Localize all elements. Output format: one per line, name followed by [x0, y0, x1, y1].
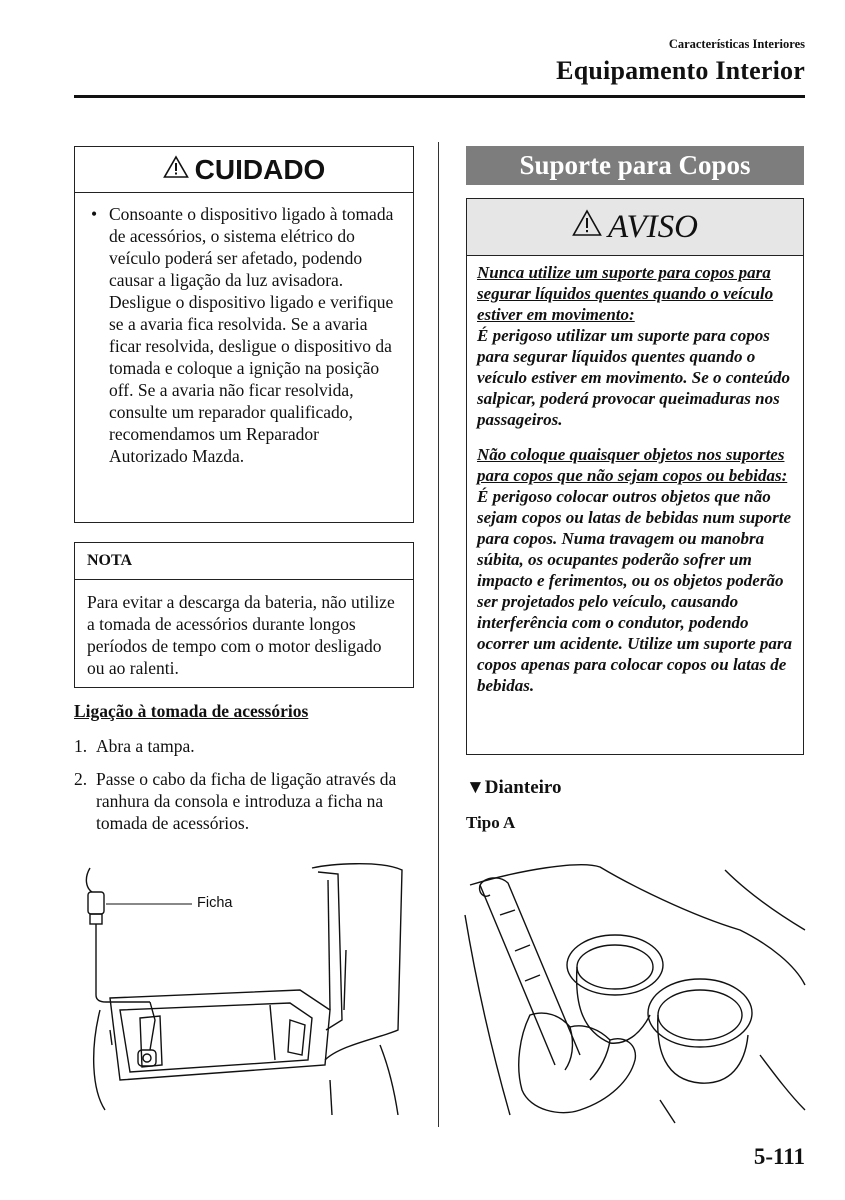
step-1	[74, 735, 424, 757]
warning-box	[466, 198, 804, 755]
note-title: NOTA	[75, 543, 413, 580]
warning-1-heading: Nunca utilize um suporte para copos para segurar líquidos quentes quando o veículo estiver em movimento:	[477, 263, 774, 324]
step-text: Passe o cabo da ficha de ligação através da ranhura da consola e introduza a ficha na tomada de acessórios.	[96, 769, 397, 833]
caution-title: CUIDADO	[194, 153, 326, 185]
caution-text: Consoante o dispositivo ligado à tomada de acessórios, o sistema elétrico do veículo poderá ser afetado, podendo causar a ligação da luz avisadora. Desligue o dispositivo ligado e verifique se a avaria fica resolvida. Se a avaria ficar resolvida, desligue o dispositivo da tomada e coloque a ignição na posição off. Se a avaria não ficar resolvida, consulte um reparador qualificado, recomendamos um Reparador Autorizado Mazda.	[109, 204, 394, 466]
warning-triangle-icon	[163, 154, 189, 186]
warning-triangle-icon	[572, 209, 602, 246]
step-number: 1.	[74, 736, 88, 756]
header-rule	[74, 95, 805, 98]
column-divider	[438, 142, 439, 1127]
header-section: Características Interiores	[668, 37, 805, 51]
warning-1-text: É perigoso utilizar um suporte para copos para segurar líquidos quentes quando o veículo estiver em movimento. Se o conteúdo salpicar, poderá provocar queimaduras nos passageiros.	[477, 326, 791, 429]
warning-2-text: É perigoso colocar outros objetos que não sejam copos ou latas de bebidas num suporte para copos. Numa travagem ou manobra súbita, os ocupantes poderão sofrer um impacto e ferimentos, ou os objetos poderão ser projetados pelo veículo, causando interferência com o condutor, podendo ocorrer um acidente. Utilize um suporte para copos apenas para colocar copos ou latas de bebidas.	[477, 487, 792, 695]
warning-title: AVISO	[608, 208, 698, 245]
warning-2-heading: Não coloque quaisquer objetos nos suportes para copos que não sejam copos ou bebidas:	[477, 445, 788, 485]
plug-label: Ficha	[197, 895, 233, 911]
note-text: Para evitar a descarga da bateria, não utilize a tomada de acessórios durante longos períodos de tempo com o motor desligado ou ao ralenti.	[87, 592, 395, 678]
warning-body	[467, 256, 803, 696]
section-title-cupholder: Suporte para Copos	[466, 146, 804, 185]
caution-body	[75, 193, 413, 467]
bullet: •	[91, 204, 98, 224]
accessory-socket-illustration	[80, 860, 410, 1115]
warning-paragraph-2	[477, 444, 793, 696]
page-number: 5-111	[753, 1144, 805, 1169]
type-label: Tipo A	[466, 813, 516, 832]
step-text: Abra a tampa.	[96, 736, 195, 756]
note-box	[74, 542, 414, 688]
cupholder-illustration	[460, 855, 810, 1125]
warning-header	[467, 199, 803, 256]
step-number: 2.	[74, 769, 88, 789]
warning-paragraph-1	[477, 262, 793, 430]
connection-heading: Ligação à tomada de acessórios	[74, 701, 309, 721]
step-2	[74, 768, 424, 834]
page-title: Equipamento Interior	[556, 56, 805, 85]
caution-header	[75, 147, 413, 193]
subsection-front: ▼Dianteiro	[466, 777, 562, 798]
caution-box	[74, 146, 414, 523]
